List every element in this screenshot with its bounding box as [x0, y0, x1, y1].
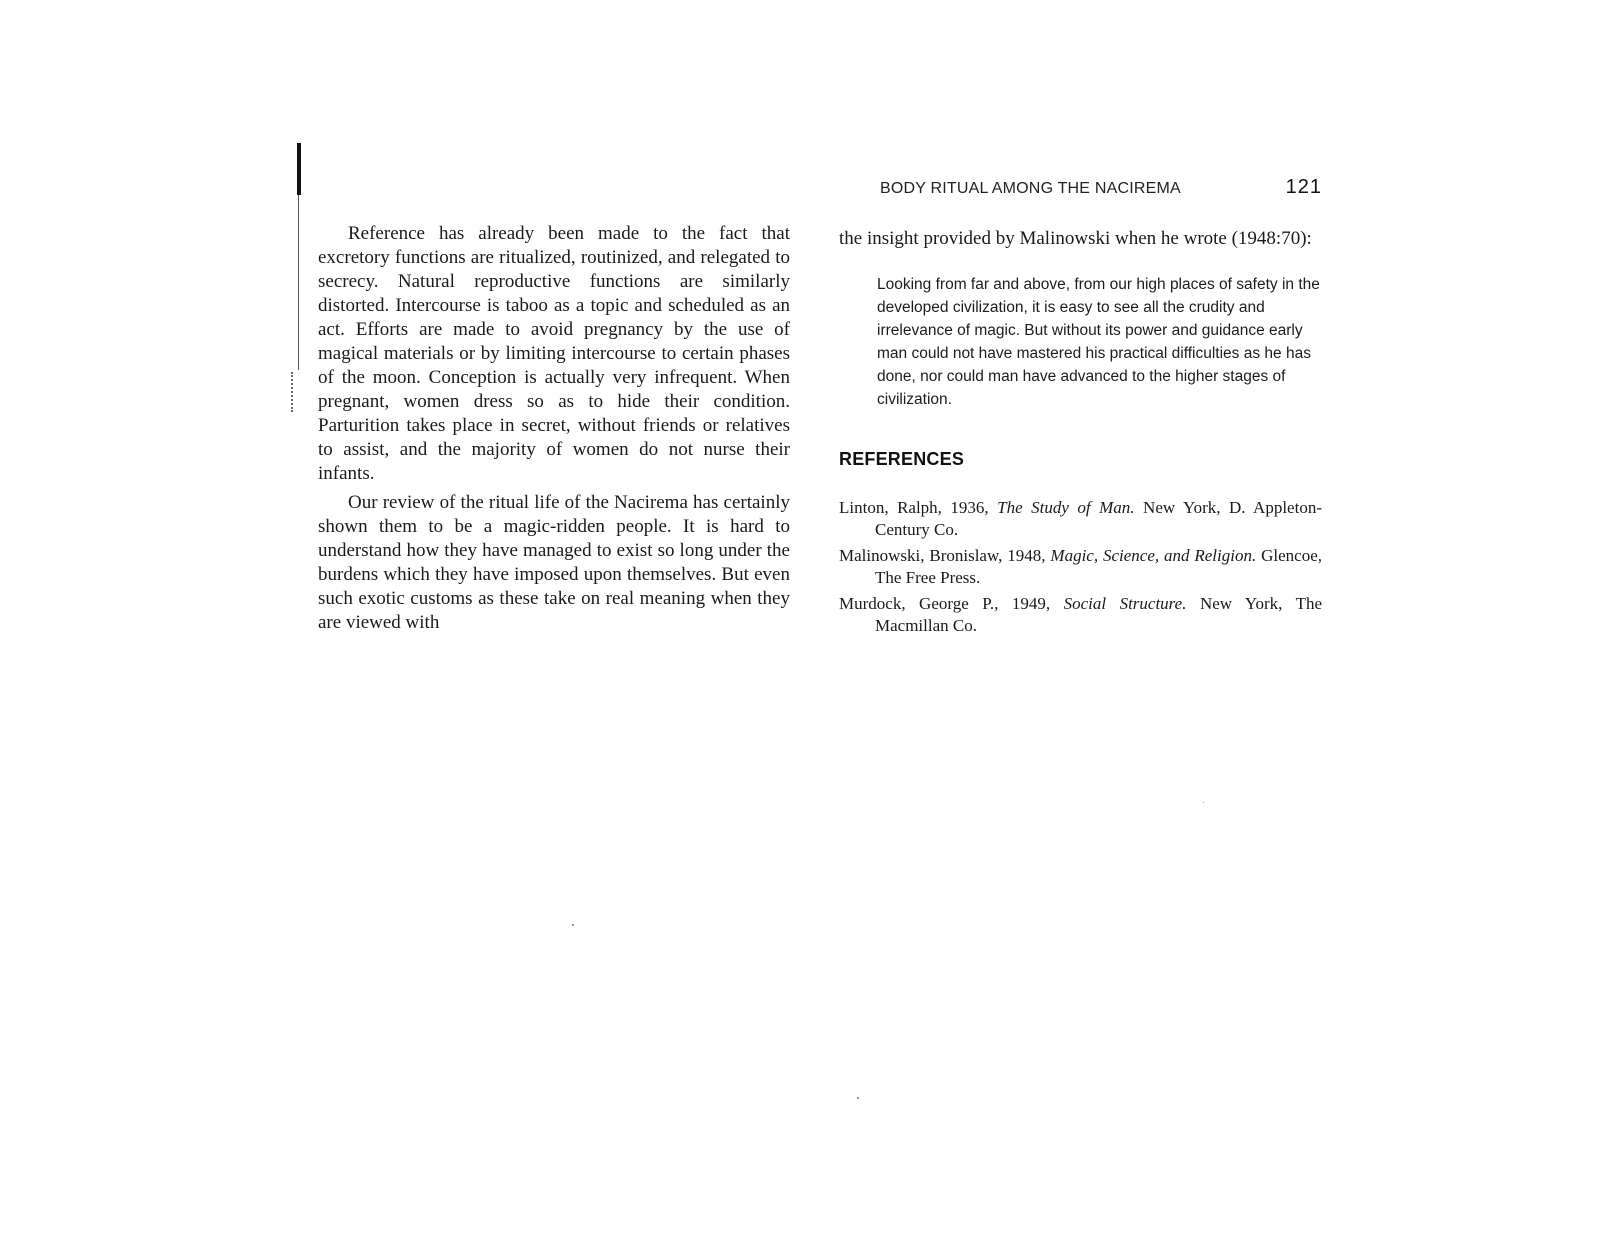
- reference-author: Linton, Ralph, 1936,: [839, 498, 989, 517]
- scan-speck: [1203, 802, 1204, 803]
- scan-margin-dots: [291, 372, 295, 412]
- reference-title: The Study of Man.: [997, 498, 1135, 517]
- right-column: [839, 227, 1322, 641]
- reference-publisher: Glencoe, The Free Press.: [875, 546, 1323, 587]
- reference-title: Magic, Science, and Religion.: [1050, 546, 1257, 565]
- reference-entry: [839, 545, 1322, 589]
- scan-margin-bar: [297, 143, 301, 195]
- references-list: [839, 497, 1322, 637]
- reference-publisher: New York, D. Appleton-Century Co.: [875, 498, 1322, 539]
- running-head-title: BODY RITUAL AMONG THE NACIREMA: [880, 180, 1181, 197]
- block-quote: Looking from far and above, from our high places of safety in the developed civilization, it is easy to see all the crudity and irrelevance of magic. But without its power and guidance early man could not have mastered his practical difficulties as he has done, nor could man have advanced to the higher stages of civilization.: [877, 276, 1320, 408]
- scan-speck: [857, 1097, 859, 1099]
- scan-margin-line: [298, 195, 299, 370]
- references-heading: REFERENCES: [839, 449, 965, 469]
- body-paragraph-2: Our review of the ritual life of the Nacirema has certainly shown them to be a magic-ridden people. It is hard to understand how they have managed to exist so long under the burdens which they have imposed upon themselves. But even such exotic customs as these take on real meaning when they are viewed with: [318, 492, 790, 633]
- reference-entry: [839, 497, 1322, 541]
- page-number: 121: [1285, 176, 1322, 198]
- reference-entry: [839, 593, 1322, 637]
- left-column: [318, 222, 790, 635]
- body-paragraph-1: Reference has already been made to the fact that excretory functions are ritualized, routinized, and relegated to secrecy. Natural reproductive functions are similarly distorted. Intercourse is taboo as a topic and scheduled as an act. Efforts are made to avoid pregnancy by the use of magical materials or by limiting intercourse to certain phases of the moon. Conception is actually very infrequent. When pregnant, women dress so as to hide their condition. Parturition takes place in secret, without friends or relatives to assist, and the majority of women do not nurse their infants.: [318, 223, 790, 484]
- reference-title: Social Structure.: [1063, 594, 1187, 613]
- reference-publisher: New York, The Macmillan Co.: [875, 594, 1323, 635]
- reference-author: Malinowski, Bronislaw, 1948,: [839, 546, 1046, 565]
- body-paragraph-continuation: the insight provided by Malinowski when he wrote (1948:70):: [839, 228, 1312, 249]
- scan-speck: [572, 924, 574, 926]
- running-head: [880, 176, 1322, 199]
- reference-author: Murdock, George P., 1949,: [839, 594, 1051, 613]
